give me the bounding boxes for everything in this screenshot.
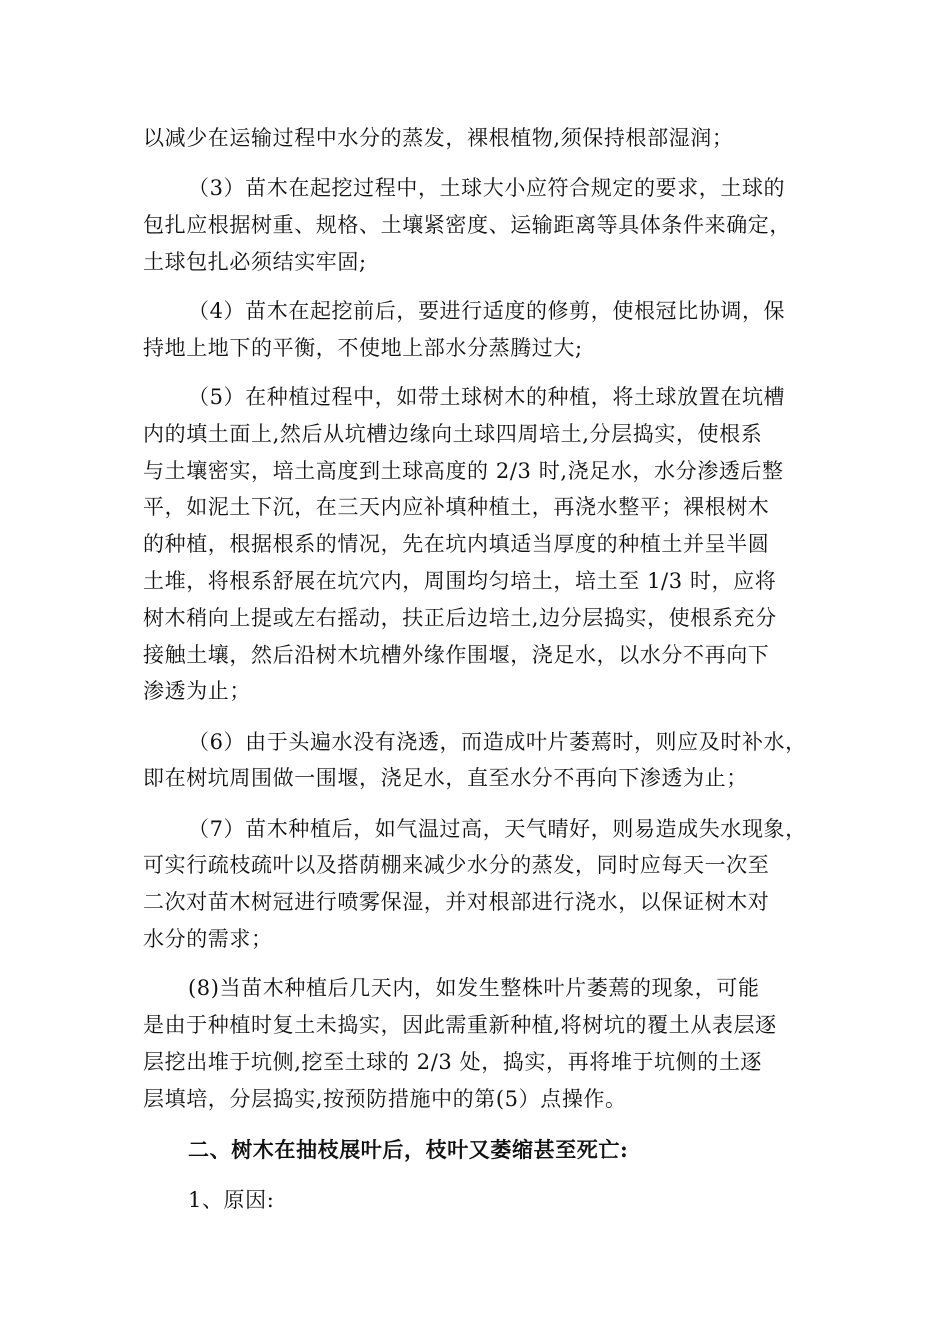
paragraph-line: 土球包扎必须结实牢固; <box>143 250 367 274</box>
paragraph-line: （3）苗木在起挖过程中，土球大小应符合规定的要求，土球的 <box>188 176 786 200</box>
paragraph-line: 层挖出堆于坑侧,挖至土球的 2/3 处，捣实，再将堆于坑侧的土逐 <box>143 1050 763 1074</box>
paragraph-line: 层填培，分层捣实,按预防措施中的第(5）点操作。 <box>143 1087 627 1111</box>
paragraph-line: 水分的需求； <box>143 927 273 951</box>
paragraph-line: 内的填土面上,然后从坑槽边缘向土球四周培土,分层捣实，使根系 <box>143 422 763 446</box>
paragraph-line: 的种植，根据根系的情况，先在坑内填适当厚度的种植土并呈半圆 <box>143 532 770 556</box>
paragraph-line: （4）苗木在起挖前后，要进行适度的修剪，使根冠比协调，保 <box>188 299 786 323</box>
section-heading: 二、树木在抽枝展叶后，枝叶又萎缩甚至死亡: <box>188 1137 629 1162</box>
paragraph-line: 平，如泥土下沉，在三天内应补填种植土，再浇水整平；裸根树木 <box>143 495 770 519</box>
paragraph-line: 持地上地下的平衡，不使地上部水分蒸腾过大; <box>143 336 583 360</box>
paragraph-line: 渗透为止； <box>143 679 251 703</box>
paragraph-line: （6）由于头遍水没有浇透，而造成叶片萎蔫时，则应及时补水， <box>188 730 807 754</box>
paragraph-line: (8)当苗木种植后几天内，如发生整株叶片萎蔫的现象，可能 <box>188 976 760 1000</box>
paragraph-line: 包扎应根据树重、规格、土壤紧密度、运输距离等具体条件来确定， <box>143 213 791 237</box>
subsection-label: 1、原因: <box>188 1188 275 1212</box>
paragraph-line: 可实行疏枝疏叶以及搭荫棚来减少水分的蒸发，同时应每天一次至 <box>143 853 770 877</box>
paragraph-line: 与土壤密实，培土高度到土球高度的 2/3 时,浇足水，水分渗透后整 <box>143 459 784 483</box>
paragraph-line: 树木稍向上提或左右摇动，扶正后边培土,边分层捣实，使根系充分 <box>143 606 777 630</box>
paragraph-line: 土堆，将根系舒展在坑穴内，周围均匀培土，培土至 1/3 时，应将 <box>143 569 777 593</box>
paragraph-line: 即在树坑周围做一围堰，浇足水，直至水分不再向下渗透为止； <box>143 766 748 790</box>
paragraph-line: （7）苗木种植后，如气温过高，天气晴好，则易造成失水现象， <box>188 817 807 841</box>
paragraph-line: 以减少在运输过程中水分的蒸发，裸根植物,须保持根部湿润； <box>143 126 734 150</box>
paragraph-line: （5）在种植过程中，如带土球树木的种植，将土球放置在坑槽 <box>188 385 786 409</box>
paragraph-line: 接触土壤，然后沿树木坑槽外缘作围堰，浇足水，以水分不再向下 <box>143 643 770 667</box>
paragraph-line: 二次对苗木树冠进行喷雾保湿，并对根部进行浇水，以保证树木对 <box>143 890 770 914</box>
paragraph-line: 是由于种植时复土未捣实，因此需重新种植,将树坑的覆土从表层逐 <box>143 1013 777 1037</box>
